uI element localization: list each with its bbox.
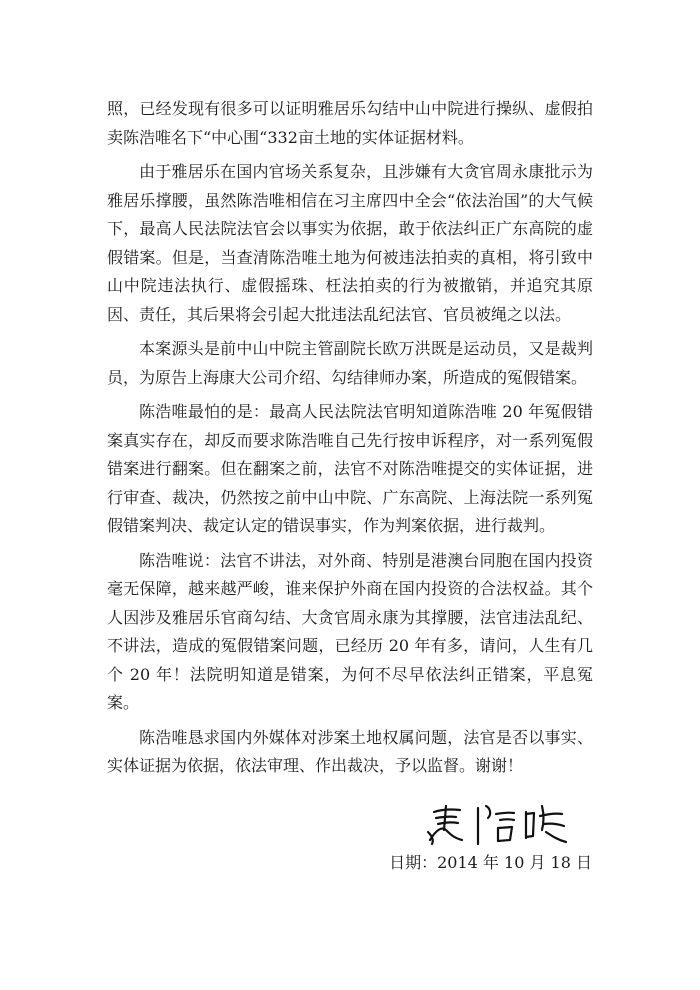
document-date: 日期：2014 年 10 月 18 日	[389, 853, 592, 872]
paragraph-appeal: 陈浩唯恳求国内外媒体对涉案土地权属问题，法官是否以事实、实体证据为依据，依法审理、作出裁决，予以监督。谢谢！	[107, 727, 593, 775]
signature-drawing	[420, 800, 570, 850]
paragraph-statement: 陈浩唯说：法官不讲法，对外商、特别是港澳台同胞在国内投资毫无保障，越来越严峻，谁来保护外商在国内投资的合法权益。其个人因涉及雅居乐官商勾结、大贪官周永康为其撑腰，法官违法乱纪、不讲法，造成的冤假错案问题，已经历 20 年有多，请问，人生有几个 20 年！法院明知道是错案，为何不尽早依法纠正错案，平息冤案。	[107, 550, 593, 712]
document-body	[107, 95, 593, 787]
paragraph-concern: 陈浩唯最怕的是：最高人民法院法官明知道陈浩唯 20 年冤假错案真实存在，却反而要求陈浩唯自己先行按申诉程序，对一系列冤假错案进行翻案。但在翻案之前，法官不对陈浩唯提交的实体证据，进行审查、裁决，仍然按之前中山中院、广东高院、上海法院一系列冤假错案判决、裁定认定的错误事实，作为判案依据，进行裁判。	[107, 402, 593, 535]
handwritten-signature	[420, 800, 570, 850]
paragraph-continuation: 照，已经发现有很多可以证明雅居乐勾结中山中院进行操纵、虚假拍卖陈浩唯名下“中心围“332亩土地的实体证据材料。	[107, 99, 593, 147]
paragraph-background: 由于雅居乐在国内官场关系复杂，且涉嫌有大贪官周永康批示为雅居乐撑腰，虽然陈浩唯相信在习主席四中全会“依法治国”的大气候下，最高人民法院法官会以事实为依据，敢于依法纠正广东高院的虚假错案。但是，当查清陈浩唯土地为何被违法拍卖的真相，将引致中山中院违法执行、虚假摇珠、枉法拍卖的行为被撤销，并追究其原因、责任，其后果将会引起大批违法乱纪法官、官员被绳之以法。	[107, 162, 593, 324]
paragraph-case-origin: 本案源头是前中山中院主管副院长欧万洪既是运动员，又是裁判员，为原告上海康大公司介绍、勾结律师办案，所造成的冤假错案。	[107, 339, 593, 387]
